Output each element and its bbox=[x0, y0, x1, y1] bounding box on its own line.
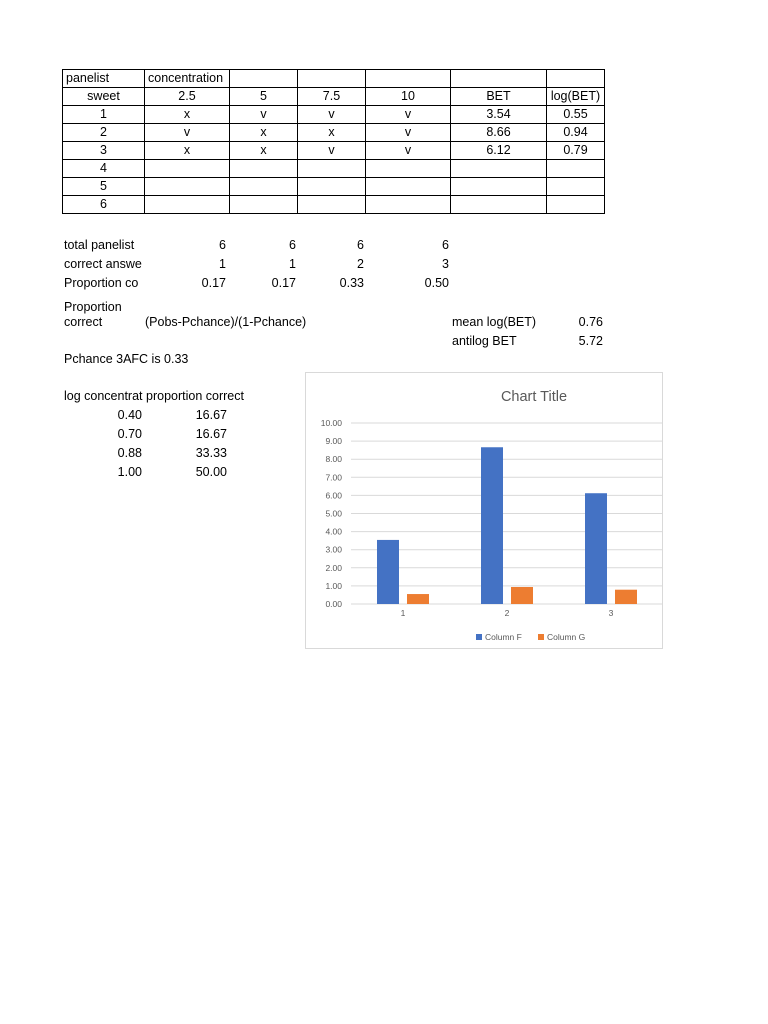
total-panelist-label[interactable]: total panelist bbox=[64, 238, 135, 252]
table-cell[interactable] bbox=[451, 178, 547, 196]
table-cell[interactable] bbox=[547, 160, 605, 178]
table-cell[interactable]: 3 bbox=[63, 142, 145, 160]
x-tick-label: 3 bbox=[608, 608, 614, 618]
header-cell[interactable]: log(BET) bbox=[547, 88, 605, 106]
y-tick-label: 5.00 bbox=[325, 508, 342, 519]
log-table-cell[interactable]: 1.00 bbox=[117, 465, 142, 479]
y-tick-label: 10.00 bbox=[320, 418, 342, 428]
table-cell[interactable] bbox=[547, 196, 605, 214]
table-cell[interactable]: v bbox=[298, 106, 366, 124]
table-cell[interactable]: v bbox=[230, 106, 298, 124]
table-cell[interactable] bbox=[298, 160, 366, 178]
summary-cell[interactable]: 0.33 bbox=[339, 276, 364, 290]
bar-column-f bbox=[377, 540, 399, 604]
summary-cell[interactable]: 2 bbox=[357, 257, 364, 271]
table-row bbox=[63, 178, 605, 196]
header-cell[interactable]: sweet bbox=[63, 88, 145, 106]
pchance-note[interactable]: Pchance 3AFC is 0.33 bbox=[64, 352, 189, 366]
y-tick-label: 9.00 bbox=[325, 436, 342, 447]
table-header-row bbox=[63, 70, 605, 88]
log-table-cell[interactable]: 0.88 bbox=[117, 446, 142, 460]
table-cell[interactable]: v bbox=[366, 142, 451, 160]
table-cell[interactable] bbox=[451, 196, 547, 214]
formula-label-line2[interactable]: correct bbox=[64, 315, 103, 329]
table-cell[interactable]: 6.12 bbox=[451, 142, 547, 160]
table-cell[interactable] bbox=[451, 160, 547, 178]
table-cell[interactable]: x bbox=[230, 142, 298, 160]
table-row bbox=[63, 160, 605, 178]
summary-cell[interactable]: 6 bbox=[442, 238, 449, 252]
y-tick-label: 2.00 bbox=[325, 562, 342, 573]
log-table-cell[interactable]: 33.33 bbox=[195, 446, 227, 460]
y-tick-label: 1.00 bbox=[325, 580, 342, 591]
header-cell[interactable]: 7.5 bbox=[298, 88, 366, 106]
table-cell[interactable]: v bbox=[366, 106, 451, 124]
summary-cell[interactable]: 6 bbox=[357, 238, 364, 252]
x-tick-label: 2 bbox=[504, 608, 510, 618]
table-cell[interactable] bbox=[230, 178, 298, 196]
proportion-label[interactable]: Proportion co bbox=[64, 276, 139, 290]
summary-cell[interactable]: 0.17 bbox=[201, 276, 226, 290]
antilog-bet-label[interactable]: antilog BET bbox=[452, 334, 517, 348]
table-cell[interactable]: v bbox=[145, 124, 230, 142]
log-table-cell[interactable]: 16.67 bbox=[195, 408, 227, 422]
y-tick-label: 8.00 bbox=[325, 454, 342, 465]
table-cell[interactable] bbox=[366, 196, 451, 214]
log-table-header-col2[interactable]: proportion correct bbox=[146, 389, 244, 403]
table-cell[interactable] bbox=[298, 196, 366, 214]
table-cell[interactable] bbox=[547, 178, 605, 196]
bar-column-f bbox=[585, 493, 607, 604]
legend-swatch bbox=[538, 634, 544, 640]
y-tick-label: 3.00 bbox=[325, 544, 342, 555]
summary-cell[interactable]: 1 bbox=[289, 257, 296, 271]
bar-column-g bbox=[407, 594, 429, 604]
mean-log-bet-label[interactable]: mean log(BET) bbox=[452, 315, 537, 329]
bar-chart[interactable] bbox=[306, 373, 662, 648]
x-tick-label: 1 bbox=[400, 608, 406, 618]
header-cell[interactable]: concentration bbox=[145, 70, 230, 88]
table-cell[interactable] bbox=[230, 196, 298, 214]
y-tick-label: 6.00 bbox=[325, 490, 342, 501]
y-tick-label: 0.00 bbox=[325, 599, 342, 609]
formula-expression[interactable]: (Pobs-Pchance)/(1-Pchance) bbox=[145, 315, 307, 329]
header-cell[interactable] bbox=[547, 70, 605, 88]
summary-cell[interactable]: 6 bbox=[289, 238, 296, 252]
table-cell[interactable] bbox=[230, 160, 298, 178]
panelist-table bbox=[62, 69, 605, 214]
y-tick-label: 4.00 bbox=[325, 526, 342, 537]
header-cell[interactable] bbox=[451, 70, 547, 88]
table-cell[interactable] bbox=[145, 160, 230, 178]
legend-label: Column F bbox=[485, 632, 522, 642]
table-cell[interactable]: 2 bbox=[63, 124, 145, 142]
table-row bbox=[63, 142, 605, 160]
table-cell[interactable]: 0.94 bbox=[547, 124, 605, 142]
table-cell[interactable]: 0.55 bbox=[547, 106, 605, 124]
table-cell[interactable] bbox=[298, 178, 366, 196]
log-table-cell[interactable]: 0.70 bbox=[117, 427, 142, 441]
table-cell[interactable]: 4 bbox=[63, 160, 145, 178]
table-cell[interactable]: x bbox=[145, 142, 230, 160]
table-cell[interactable]: 5 bbox=[63, 178, 145, 196]
bar-column-g bbox=[511, 587, 533, 604]
summary-cell[interactable]: 1 bbox=[219, 257, 226, 271]
table-row bbox=[63, 106, 605, 124]
table-cell[interactable] bbox=[366, 160, 451, 178]
header-cell[interactable]: 5 bbox=[230, 88, 298, 106]
summary-cell[interactable]: 6 bbox=[219, 238, 226, 252]
table-cell[interactable] bbox=[145, 178, 230, 196]
mean-log-bet-value[interactable]: 0.76 bbox=[578, 315, 603, 329]
log-table-cell[interactable]: 0.40 bbox=[117, 408, 142, 422]
table-cell[interactable]: v bbox=[298, 142, 366, 160]
table-cell[interactable] bbox=[366, 178, 451, 196]
header-cell[interactable]: BET bbox=[451, 88, 547, 106]
table-row bbox=[63, 124, 605, 142]
table-cell[interactable] bbox=[145, 196, 230, 214]
header-cell[interactable]: 10 bbox=[366, 88, 451, 106]
summary-cell[interactable]: 0.50 bbox=[424, 276, 449, 290]
table-row bbox=[63, 196, 605, 214]
table-cell[interactable]: 8.66 bbox=[451, 124, 547, 142]
chart-container[interactable] bbox=[305, 372, 663, 649]
header-cell[interactable] bbox=[230, 70, 298, 88]
correct-answers-label[interactable]: correct answe bbox=[64, 257, 142, 271]
chart-title: Chart Title bbox=[500, 389, 568, 405]
table-cell[interactable]: 1 bbox=[63, 106, 145, 124]
table-cell[interactable]: 6 bbox=[63, 196, 145, 214]
header-cell[interactable]: panelist bbox=[63, 70, 145, 88]
log-table-cell[interactable]: 50.00 bbox=[195, 465, 227, 479]
table-cell[interactable]: x bbox=[145, 106, 230, 124]
summary-cell[interactable]: 3 bbox=[442, 257, 449, 271]
table-cell[interactable]: x bbox=[298, 124, 366, 142]
legend-label: Column G bbox=[547, 632, 586, 642]
log-table-header-col1[interactable]: log concentrat bbox=[64, 389, 143, 403]
legend-swatch bbox=[476, 634, 482, 640]
header-cell[interactable] bbox=[298, 70, 366, 88]
table-cell[interactable]: x bbox=[230, 124, 298, 142]
y-tick-label: 7.00 bbox=[325, 472, 342, 483]
table-cell[interactable]: 3.54 bbox=[451, 106, 547, 124]
table-cell[interactable]: v bbox=[366, 124, 451, 142]
antilog-bet-value[interactable]: 5.72 bbox=[578, 334, 603, 348]
summary-cell[interactable]: 0.17 bbox=[271, 276, 296, 290]
log-table-cell[interactable]: 16.67 bbox=[195, 427, 227, 441]
table-header-row bbox=[63, 88, 605, 106]
header-cell[interactable]: 2.5 bbox=[145, 88, 230, 106]
bar-column-g bbox=[615, 590, 637, 604]
bar-column-f bbox=[481, 447, 503, 604]
formula-label-line1[interactable]: Proportion bbox=[64, 300, 122, 314]
header-cell[interactable] bbox=[366, 70, 451, 88]
table-cell[interactable]: 0.79 bbox=[547, 142, 605, 160]
